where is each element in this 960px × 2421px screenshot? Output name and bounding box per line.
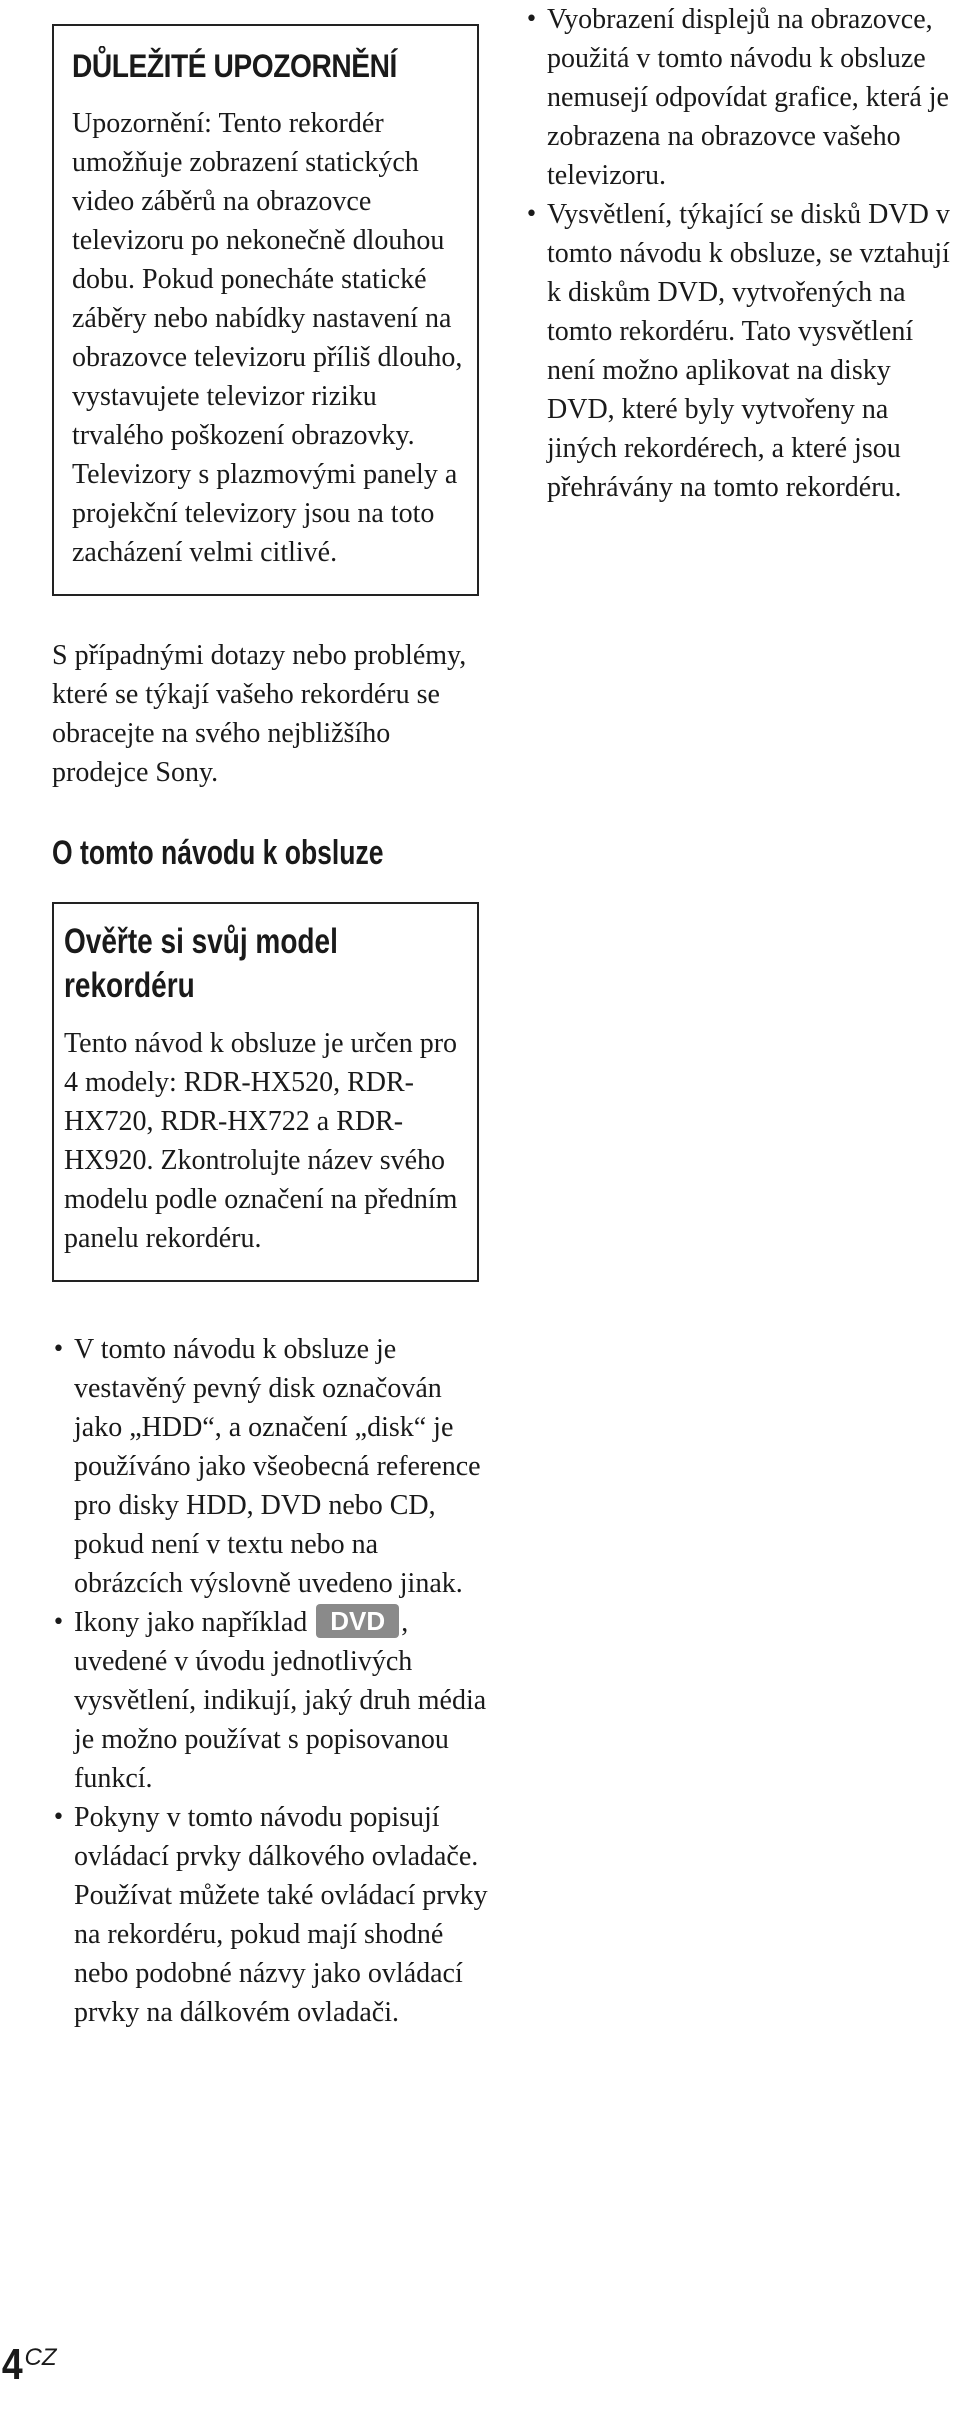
manual-notes-list [52,1330,492,2032]
display-notes-list [525,0,960,507]
page-number-value: 4 [1,2340,23,2389]
contact-paragraph: S případnými dotazy nebo problémy, které se týkají vašeho rekordéru se obracejte na svého nejbližšího prodejce Sony. [52,640,467,788]
page-number [0,2340,56,2390]
model-box-title: Ověřte si svůj model rekordéru [64,922,338,1005]
important-warning-box [52,24,479,596]
section-heading: O tomto návodu k obsluze [52,834,384,872]
list-item-text: V tomto návodu k obsluze je vestavěný pevný disk označován jako „HDD“, a označení „disk“ je používáno jako všeobecná reference pro disky HDD, DVD nebo CD, pokud není v textu nebo na obrázcích výslovně uvedeno jinak. [74,1334,481,1599]
list-item [52,1798,492,2032]
list-item [52,1603,492,1798]
list-item-text-before: Ikony jako například [74,1607,308,1638]
list-item-text-after: , uvedené v úvodu jednotlivých vysvětlení, indikují, jaký druh média je možno používat s popisovanou funkcí. [74,1607,487,1794]
model-box-text: Tento návod k obsluze je určen pro 4 modely: RDR-HX520, RDR-HX720, RDR-HX722 a RDR-HX920. Zkontrolujte název svého modelu podle označení na předním panelu rekordéru. [64,1028,458,1254]
list-item-text: Pokyny v tomto návodu popisují ovládací prvky dálkového ovladače. Používat můžete také ovládací prvky na rekordéru, pokud mají shodné nebo podobné názvy jako ovládací prvky na dálkovém ovladači. [74,1802,488,2028]
left-column [52,24,488,2032]
page-language-code: CZ [24,2344,57,2371]
dvd-media-icon: DVD [316,1604,399,1638]
right-column [525,0,960,507]
list-item-text: Vysvětlení, týkající se disků DVD v tomto návodu k obsluze, se vztahují k diskům DVD, vytvořených na tomto rekordéru. Tato vysvětlení není možno aplikovat na disky DVD, které byly vytvořeny na jiných rekordérech, a které jsou přehrávány na tomto rekordéru. [547,199,950,503]
warning-title: DŮLEŽITÉ UPOZORNĚNÍ [72,48,397,84]
list-item [525,195,960,507]
warning-text: Upozornění: Tento rekordér umožňuje zobrazení statických video záběrů na obrazovce televizoru po nekonečně dlouhou dobu. Pokud ponecháte statické záběry nebo nabídky nastavení na obrazovce televizoru příliš dlouho, vystavujete televizor riziku trvalého poškození obrazovky. Televizory s plazmovými panely a projekční televizory jsou na toto zacházení velmi citlivé. [72,108,463,568]
list-item [52,1330,492,1603]
list-item-text: Vyobrazení displejů na obrazovce, použitá v tomto návodu k obsluze nemusejí odpovídat grafice, která je zobrazena na obrazovce vašeho televizoru. [547,4,949,191]
list-item [525,0,960,195]
model-check-box [52,902,479,1282]
